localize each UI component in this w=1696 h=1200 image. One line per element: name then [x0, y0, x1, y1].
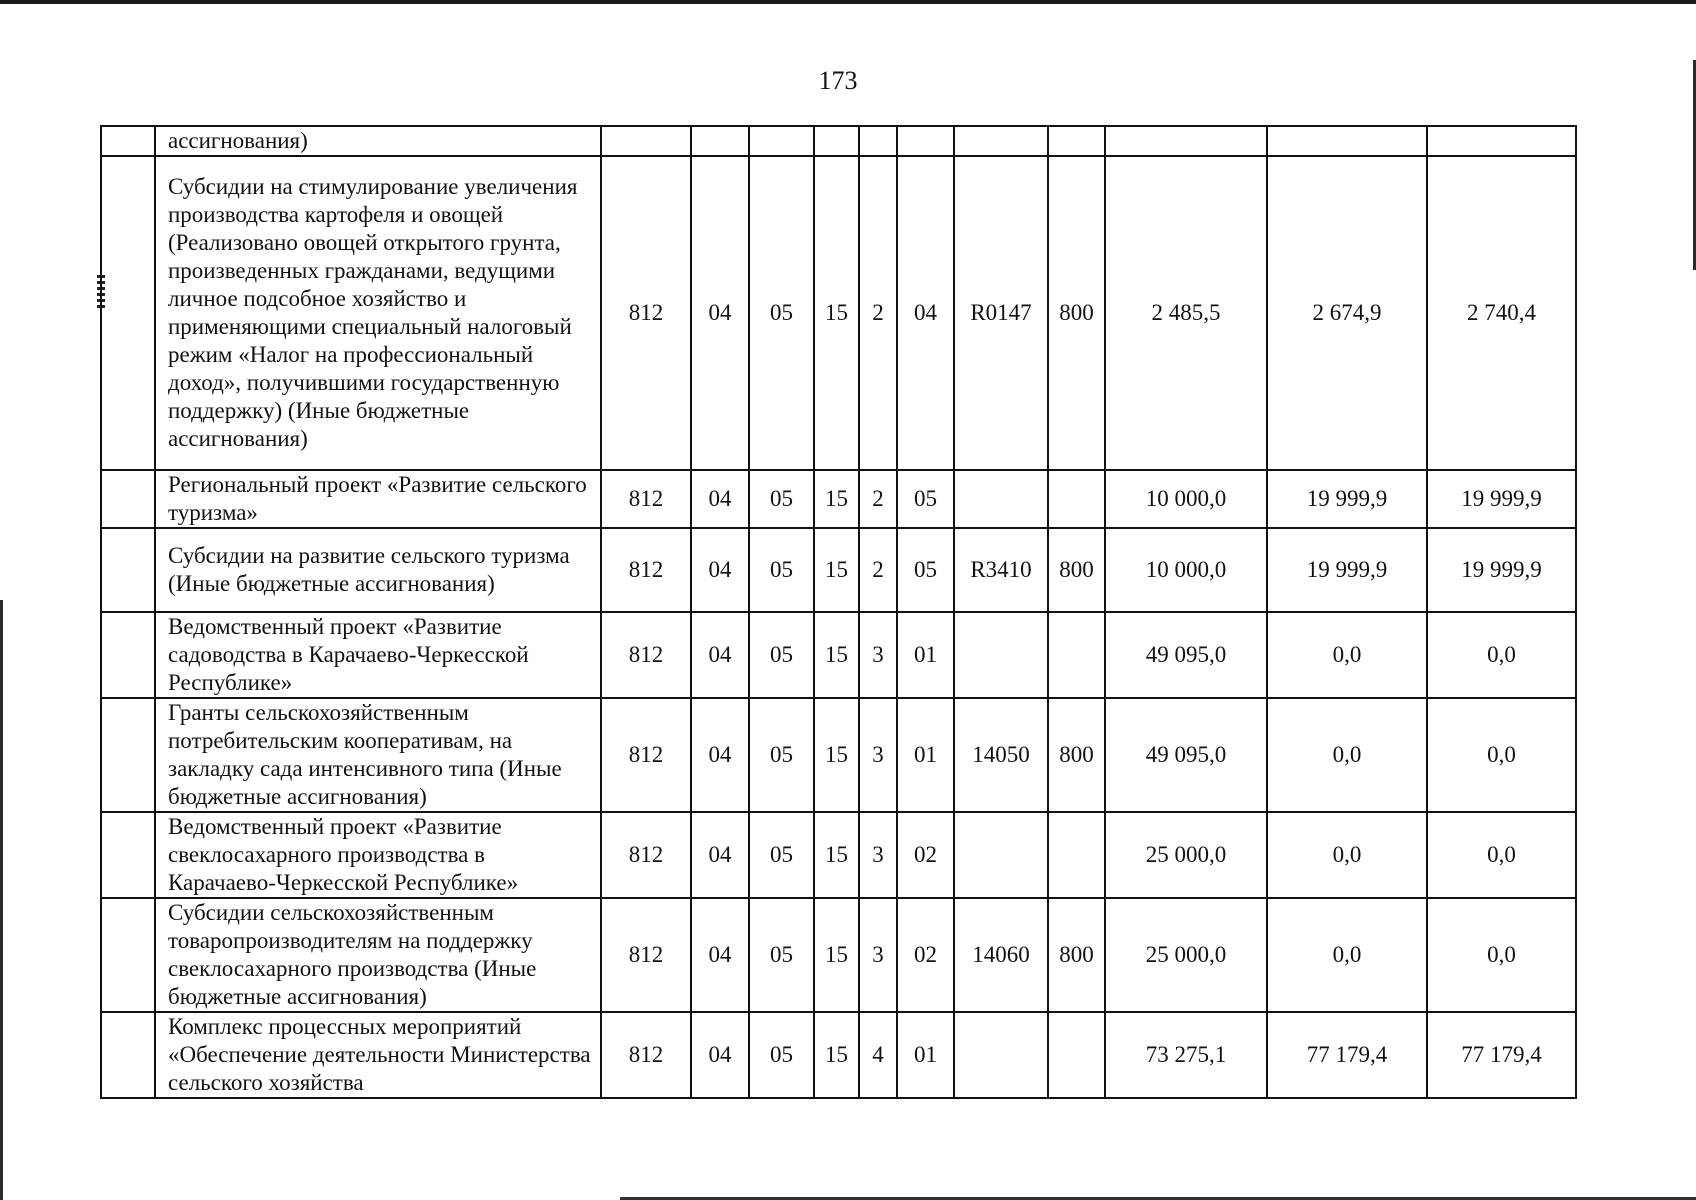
row-number-cell: [101, 898, 155, 1012]
budget-table: [100, 125, 1577, 1099]
event-cell: 01: [897, 1012, 954, 1098]
row-number-cell: [101, 612, 155, 698]
row-name-cell: Субсидии на развитие сельского туризма (Иные бюджетные ассигнования): [155, 528, 601, 612]
subsection-cell: 05: [749, 1012, 814, 1098]
page-number: 173: [818, 66, 858, 95]
program-cell: 15: [814, 470, 859, 528]
row-name-cell: Региональный проект «Развитие сельского туризма»: [155, 470, 601, 528]
amount-year3-cell: [1427, 126, 1576, 156]
program-cell: 15: [814, 528, 859, 612]
amount-year3-cell: 2 740,4: [1427, 156, 1576, 470]
expense-type-cell: 800: [1048, 698, 1105, 812]
amount-year3-cell: 0,0: [1427, 698, 1576, 812]
target-code-cell: [954, 126, 1048, 156]
section-cell: [691, 126, 749, 156]
amount-year1-cell: 25 000,0: [1105, 812, 1267, 898]
target-code-cell: [954, 812, 1048, 898]
target-code-cell: R0147: [954, 156, 1048, 470]
amount-year1-cell: 2 485,5: [1105, 156, 1267, 470]
amount-year2-cell: 19 999,9: [1267, 470, 1427, 528]
table-row: [101, 126, 1576, 156]
ministry-code-cell: 812: [601, 698, 691, 812]
event-cell: [897, 126, 954, 156]
ministry-code-cell: 812: [601, 156, 691, 470]
subsection-cell: [749, 126, 814, 156]
section-cell: 04: [691, 1012, 749, 1098]
program-cell: [814, 126, 859, 156]
expense-type-cell: 800: [1048, 898, 1105, 1012]
target-code-cell: [954, 612, 1048, 698]
expense-type-cell: [1048, 470, 1105, 528]
table-row: [101, 898, 1576, 1012]
row-name-cell: Ведомственный проект «Развитие свеклосахарного производства в Карачаево-Черкесской Республике»: [155, 812, 601, 898]
section-cell: 04: [691, 156, 749, 470]
table-row: [101, 528, 1576, 612]
amount-year2-cell: 0,0: [1267, 698, 1427, 812]
ministry-code-cell: [601, 126, 691, 156]
program-cell: 15: [814, 698, 859, 812]
target-code-cell: 14050: [954, 698, 1048, 812]
amount-year1-cell: 10 000,0: [1105, 528, 1267, 612]
table-row: [101, 612, 1576, 698]
ministry-code-cell: 812: [601, 612, 691, 698]
amount-year2-cell: 2 674,9: [1267, 156, 1427, 470]
amount-year1-cell: 10 000,0: [1105, 470, 1267, 528]
event-cell: 02: [897, 898, 954, 1012]
subprogram-cell: 2: [859, 156, 897, 470]
subprogram-cell: 2: [859, 470, 897, 528]
subprogram-cell: 3: [859, 698, 897, 812]
ministry-code-cell: 812: [601, 1012, 691, 1098]
row-number-cell: [101, 1012, 155, 1098]
row-number-cell: [101, 126, 155, 156]
amount-year1-cell: 49 095,0: [1105, 698, 1267, 812]
amount-year3-cell: 0,0: [1427, 898, 1576, 1012]
amount-year2-cell: [1267, 126, 1427, 156]
amount-year1-cell: 49 095,0: [1105, 612, 1267, 698]
section-cell: 04: [691, 698, 749, 812]
target-code-cell: [954, 1012, 1048, 1098]
subprogram-cell: 3: [859, 812, 897, 898]
ministry-code-cell: 812: [601, 898, 691, 1012]
event-cell: 02: [897, 812, 954, 898]
section-cell: 04: [691, 528, 749, 612]
scan-edge-left: [0, 600, 3, 1200]
expense-type-cell: [1048, 1012, 1105, 1098]
row-name-cell: Гранты сельскохозяйственным потребительским кооперативам, на закладку сада интенсивного типа (Иные бюджетные ассигнования): [155, 698, 601, 812]
event-cell: 05: [897, 470, 954, 528]
program-cell: 15: [814, 612, 859, 698]
section-cell: 04: [691, 470, 749, 528]
ministry-code-cell: 812: [601, 812, 691, 898]
subprogram-cell: 3: [859, 612, 897, 698]
subprogram-cell: [859, 126, 897, 156]
ministry-code-cell: 812: [601, 528, 691, 612]
subsection-cell: 05: [749, 528, 814, 612]
row-number-cell: [101, 156, 155, 470]
subsection-cell: 05: [749, 898, 814, 1012]
expense-type-cell: 800: [1048, 156, 1105, 470]
expense-type-cell: [1048, 812, 1105, 898]
program-cell: 15: [814, 812, 859, 898]
section-cell: 04: [691, 898, 749, 1012]
target-code-cell: [954, 470, 1048, 528]
amount-year1-cell: [1105, 126, 1267, 156]
amount-year3-cell: 19 999,9: [1427, 528, 1576, 612]
subprogram-cell: 2: [859, 528, 897, 612]
amount-year3-cell: 19 999,9: [1427, 470, 1576, 528]
amount-year2-cell: 19 999,9: [1267, 528, 1427, 612]
amount-year1-cell: 73 275,1: [1105, 1012, 1267, 1098]
table-row: [101, 812, 1576, 898]
table-row: [101, 470, 1576, 528]
subsection-cell: 05: [749, 812, 814, 898]
subsection-cell: 05: [749, 612, 814, 698]
subsection-cell: 05: [749, 470, 814, 528]
expense-type-cell: [1048, 612, 1105, 698]
amount-year1-cell: 25 000,0: [1105, 898, 1267, 1012]
program-cell: 15: [814, 898, 859, 1012]
amount-year2-cell: 0,0: [1267, 812, 1427, 898]
row-name-cell: Субсидии сельскохозяйственным товаропроизводителям на поддержку свеклосахарного производства (Иные бюджетные ассигнования): [155, 898, 601, 1012]
row-number-cell: [101, 698, 155, 812]
row-number-cell: [101, 812, 155, 898]
target-code-cell: 14060: [954, 898, 1048, 1012]
table-row: [101, 698, 1576, 812]
event-cell: 01: [897, 612, 954, 698]
table-row: [101, 1012, 1576, 1098]
row-name-cell: Комплекс процессных мероприятий «Обеспечение деятельности Министерства сельского хозяйства: [155, 1012, 601, 1098]
table-body: [101, 126, 1576, 1098]
section-cell: 04: [691, 812, 749, 898]
program-cell: 15: [814, 156, 859, 470]
subprogram-cell: 3: [859, 898, 897, 1012]
program-cell: 15: [814, 1012, 859, 1098]
amount-year3-cell: 0,0: [1427, 812, 1576, 898]
amount-year2-cell: 0,0: [1267, 612, 1427, 698]
expense-type-cell: 800: [1048, 528, 1105, 612]
target-code-cell: R3410: [954, 528, 1048, 612]
event-cell: 05: [897, 528, 954, 612]
row-name-cell: ассигнования): [155, 126, 601, 156]
amount-year2-cell: 0,0: [1267, 898, 1427, 1012]
row-name-cell: Субсидии на стимулирование увеличения производства картофеля и овощей (Реализовано овощей открытого грунта, произведенных гражданами, ведущими личное подсобное хозяйство и применяющими специальный налоговый режим «Налог на профессиональный доход», получившими государственную поддержку) (Иные бюджетные ассигнования): [155, 156, 601, 470]
row-name-cell: Ведомственный проект «Развитие садоводства в Карачаево-Черкесской Республике»: [155, 612, 601, 698]
amount-year3-cell: 77 179,4: [1427, 1012, 1576, 1098]
subsection-cell: 05: [749, 698, 814, 812]
scan-edge-top: [0, 0, 1696, 4]
subprogram-cell: 4: [859, 1012, 897, 1098]
amount-year3-cell: 0,0: [1427, 612, 1576, 698]
ministry-code-cell: 812: [601, 470, 691, 528]
subsection-cell: 05: [749, 156, 814, 470]
event-cell: 04: [897, 156, 954, 470]
row-number-cell: [101, 528, 155, 612]
event-cell: 01: [897, 698, 954, 812]
amount-year2-cell: 77 179,4: [1267, 1012, 1427, 1098]
expense-type-cell: [1048, 126, 1105, 156]
row-number-cell: [101, 470, 155, 528]
table-row: [101, 156, 1576, 470]
section-cell: 04: [691, 612, 749, 698]
